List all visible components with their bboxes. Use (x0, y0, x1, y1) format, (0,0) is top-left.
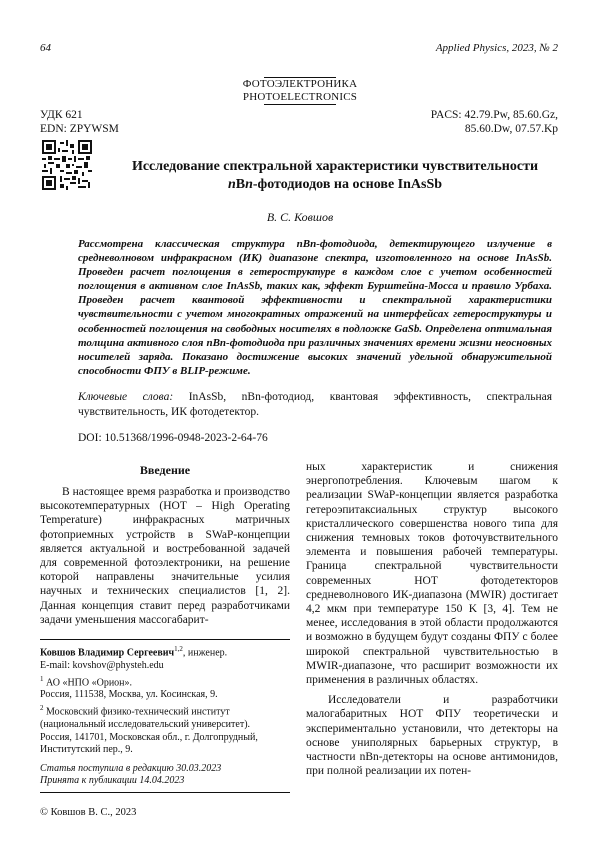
title-b: B (235, 177, 246, 192)
footnote-org-1-address: Россия, 111538, Москва, ул. Косинская, 9. (40, 689, 218, 701)
paragraph: В настоящее время разработка и производство высокотемпературных (HOT – High Operating Temperature) инфракрасных матричных фотоприемных устройств в SWaP-концепции является актуальной и востребованной задачей для современной фотоэлектроники, на решение которой направлены значительные усилия научных и технических специалистов [1, 2]. Данная концепция ставит перед разработчиками задачи уменьшения массогабарит- (40, 486, 290, 626)
footnote-author-role: , инженер. (182, 647, 228, 659)
footnote-org-2-address-2: Институтский пер., 9. (40, 744, 133, 756)
doi[interactable]: DOI: 10.51368/1996-0948-2023-2-64-76 (78, 432, 268, 444)
pacs-line-1: PACS: 42.79.Pw, 85.60.Gz, (430, 109, 558, 121)
classification-right (431, 108, 558, 136)
footnote-divider (40, 639, 290, 640)
footnote-org-2-address-1: Россия, 141701, Московская обл., г. Долгопрудный, (40, 731, 258, 743)
classification-left (40, 108, 119, 136)
section-rule-bottom (264, 104, 336, 105)
section-heading-introduction: Введение (139, 463, 191, 477)
article-title (100, 158, 570, 194)
edn-code: EDN: ZPYWSM (40, 123, 119, 135)
footnote-org1-sup: 1 (40, 674, 44, 683)
keywords-label: Ключевые слова: (78, 391, 174, 403)
keywords (78, 390, 552, 420)
copyright-divider (40, 792, 290, 793)
journal-name: Applied Physics, 2023, № 2 (435, 42, 558, 54)
title-n-2: n (245, 177, 253, 192)
qr-code-icon (42, 140, 92, 190)
footnote-org-1 (40, 673, 295, 690)
footnote-email[interactable]: E-mail: kovshov@physteh.edu (40, 659, 164, 671)
paragraph: ных характеристик и снижения энергопотребления. Ключевым шагом к реализации SWaP-концепции является разработка гетероэпитаксиальных структур высокого кристаллического совершенства нового типа для снижения темновых токов фоточувствительного элемента и повышения рабочей температуры. Граница спектральной чувствительности современных HOT фотодетекторов средневолнового ИК-диапазона (MWIR) достигает 4,2 мкм при температуре 150 K [3, 4]. Тем не менее, исследования в этой области продолжаются и возможно в будущем будут созданы ФПУ с более широкой спектральной чувствительностью в MWIR-диапазоне, что расширит возможности их применения в различных областях. (306, 461, 558, 687)
footnote-org2-sup: 2 (40, 704, 44, 713)
footnote-org-2-b: (национальный исследовательский университет). (40, 718, 251, 730)
footnote-author (40, 643, 295, 660)
title-line-2 (100, 176, 570, 194)
received-date: Статья поступила в редакцию 30.03.2023 (40, 762, 222, 774)
footnote-author-name: Ковшов Владимир Сергеевич (40, 647, 175, 659)
title-line-1: Исследование спектральной характеристики чувствительности (131, 159, 539, 174)
footnote-org2-name: Московский физико-технический институт (43, 706, 230, 718)
footnotes (40, 643, 295, 793)
abstract: Рассмотрена классическая структура nBn-фотодиода, детектирующего излучение в средневолновом инфракрасном (ИК) диапазоне спектра, изготовленного на основе InAsSb. Проведен расчет поглощения в гетероструктуре в каждом слое с учетом особенностей поглощения в активном слое InAsSb, таких как, эффект Бурштейна-Мосса и правило Урбаха. Проведен расчет квантовой эффективности и спектральной характеристики чувствительности с учетом многократных отражений на интерфейсах гетероструктуры и особенностей поглощения на свободных носителях в подложке GaSb. Определена оптимальная толщина активного слоя nBn-фотодиода при различных значениях времени жизни неосновных носителей заряда. Показано достижение высоких значений удельной обнаружительной способности ФПУ в BLIP-режиме. (78, 238, 552, 377)
pacs-line-2: 85.60.Dw, 07.57.Kp (464, 123, 558, 135)
author-name: В. С. Ковшов (266, 210, 334, 224)
udk-code: УДК 621 (40, 109, 83, 121)
section-header (0, 77, 600, 105)
footnote-author-sup: 1,2 (174, 645, 183, 653)
paragraph: Исследователи и разработчики малогабаритных HOT ФПУ теоретически и экспериментально установили, что детекторы на основе униполярных барьерных структур, в частности nBn-детекторы на основе антимонидов, при полной реализации их потен- (306, 694, 558, 778)
title-n-1: n (227, 177, 236, 192)
title-line-2-rest: -фотодиодов на основе InAsSb (252, 177, 443, 192)
footnote-org1-name: АО «НПО «Орион». (43, 676, 133, 688)
section-title-ru: ФОТОЭЛЕКТРОНИКА (242, 78, 358, 90)
section-title-en: PHOTOELECTRONICS (242, 91, 358, 103)
accepted-date: Принята к публикации 14.04.2023 (40, 775, 185, 787)
footnote-org-2 (40, 702, 295, 719)
copyright: © Ковшов В. С., 2023 (40, 807, 137, 818)
body-column-left (40, 485, 290, 627)
keywords-text: InAsSb, nBn-фотодиод, квантовая эффективность, спектральная чувствительность, ИК фотодетектор. (78, 391, 552, 418)
body-column-right (306, 460, 558, 778)
page-number: 64 (40, 42, 51, 54)
